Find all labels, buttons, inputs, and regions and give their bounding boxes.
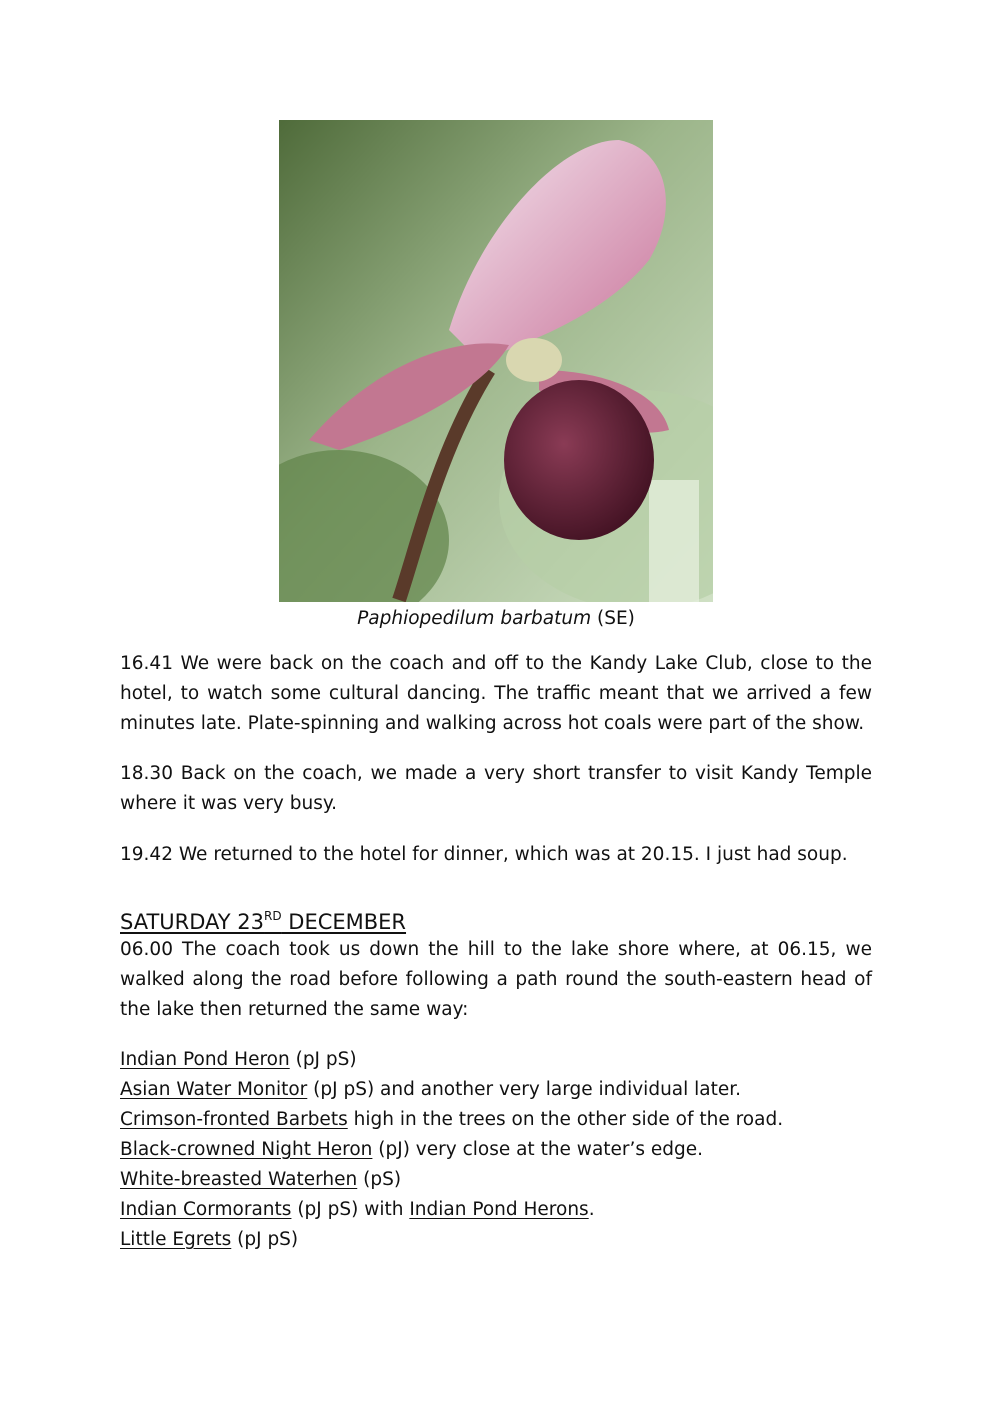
species-note: (pJ pS)	[231, 1229, 299, 1250]
species-name: Little Egrets	[120, 1229, 232, 1250]
species-note: .	[588, 1199, 595, 1220]
heading-text: SATURDAY 23	[120, 910, 265, 934]
species-name: Indian Pond Heron	[120, 1049, 290, 1070]
list-item	[120, 1045, 872, 1075]
section-intro	[120, 935, 872, 1025]
heading-text: DECEMBER	[281, 910, 407, 934]
sightings-list	[120, 1045, 872, 1255]
species-name: Crimson-fronted Barbets	[120, 1109, 348, 1130]
paragraph-text: 18.30 Back on the coach, we made a very short transfer to visit Kandy Temple where it was very busy.	[120, 763, 872, 814]
species-note: (pJ pS)	[289, 1049, 357, 1070]
caption-species: Paphiopedilum barbatum	[357, 608, 592, 629]
species-note: (pJ pS) and another very large individual later.	[307, 1079, 742, 1100]
species-note: (pS)	[357, 1169, 402, 1190]
paragraph-1641	[120, 649, 872, 739]
species-name: White-breasted Waterhen	[120, 1169, 358, 1190]
intro-text: 06.00 The coach took us down the hill to the lake shore where, at 06.15, we walked along the road before following a path round the south-eastern head of the lake then returned the same way:	[120, 939, 872, 1020]
species-note: (pJ) very close at the water’s edge.	[372, 1139, 704, 1160]
list-item	[120, 1225, 872, 1255]
photo-caption	[0, 607, 992, 631]
paragraph-text: 19.42 We returned to the hotel for dinner, which was at 20.15. I just had soup.	[120, 844, 848, 865]
species-note: high in the trees on the other side of the road.	[347, 1109, 784, 1130]
list-item	[120, 1195, 872, 1225]
list-item	[120, 1135, 872, 1165]
caption-credit: (SE)	[591, 608, 635, 629]
list-item	[120, 1105, 872, 1135]
paragraph-1830	[120, 759, 872, 819]
list-item	[120, 1165, 872, 1195]
species-name: Indian Cormorants	[120, 1199, 292, 1220]
species-name: Indian Pond Herons	[409, 1199, 589, 1220]
heading-ordinal: RD	[264, 909, 282, 923]
orchid-illustration	[279, 120, 713, 602]
species-name: Asian Water Monitor	[120, 1079, 308, 1100]
list-item	[120, 1075, 872, 1105]
paragraph-text: 16.41 We were back on the coach and off to the Kandy Lake Club, close to the hotel, to watch some cultural dancing. The traffic meant that we arrived a few minutes late. Plate-spinning and walking across hot coals were part of the show.	[120, 653, 872, 734]
orchid-photo	[279, 120, 713, 602]
section-heading	[120, 900, 406, 938]
paragraph-1942	[120, 840, 872, 870]
species-name: Black-crowned Night Heron	[120, 1139, 373, 1160]
species-note: (pJ pS) with	[291, 1199, 410, 1220]
